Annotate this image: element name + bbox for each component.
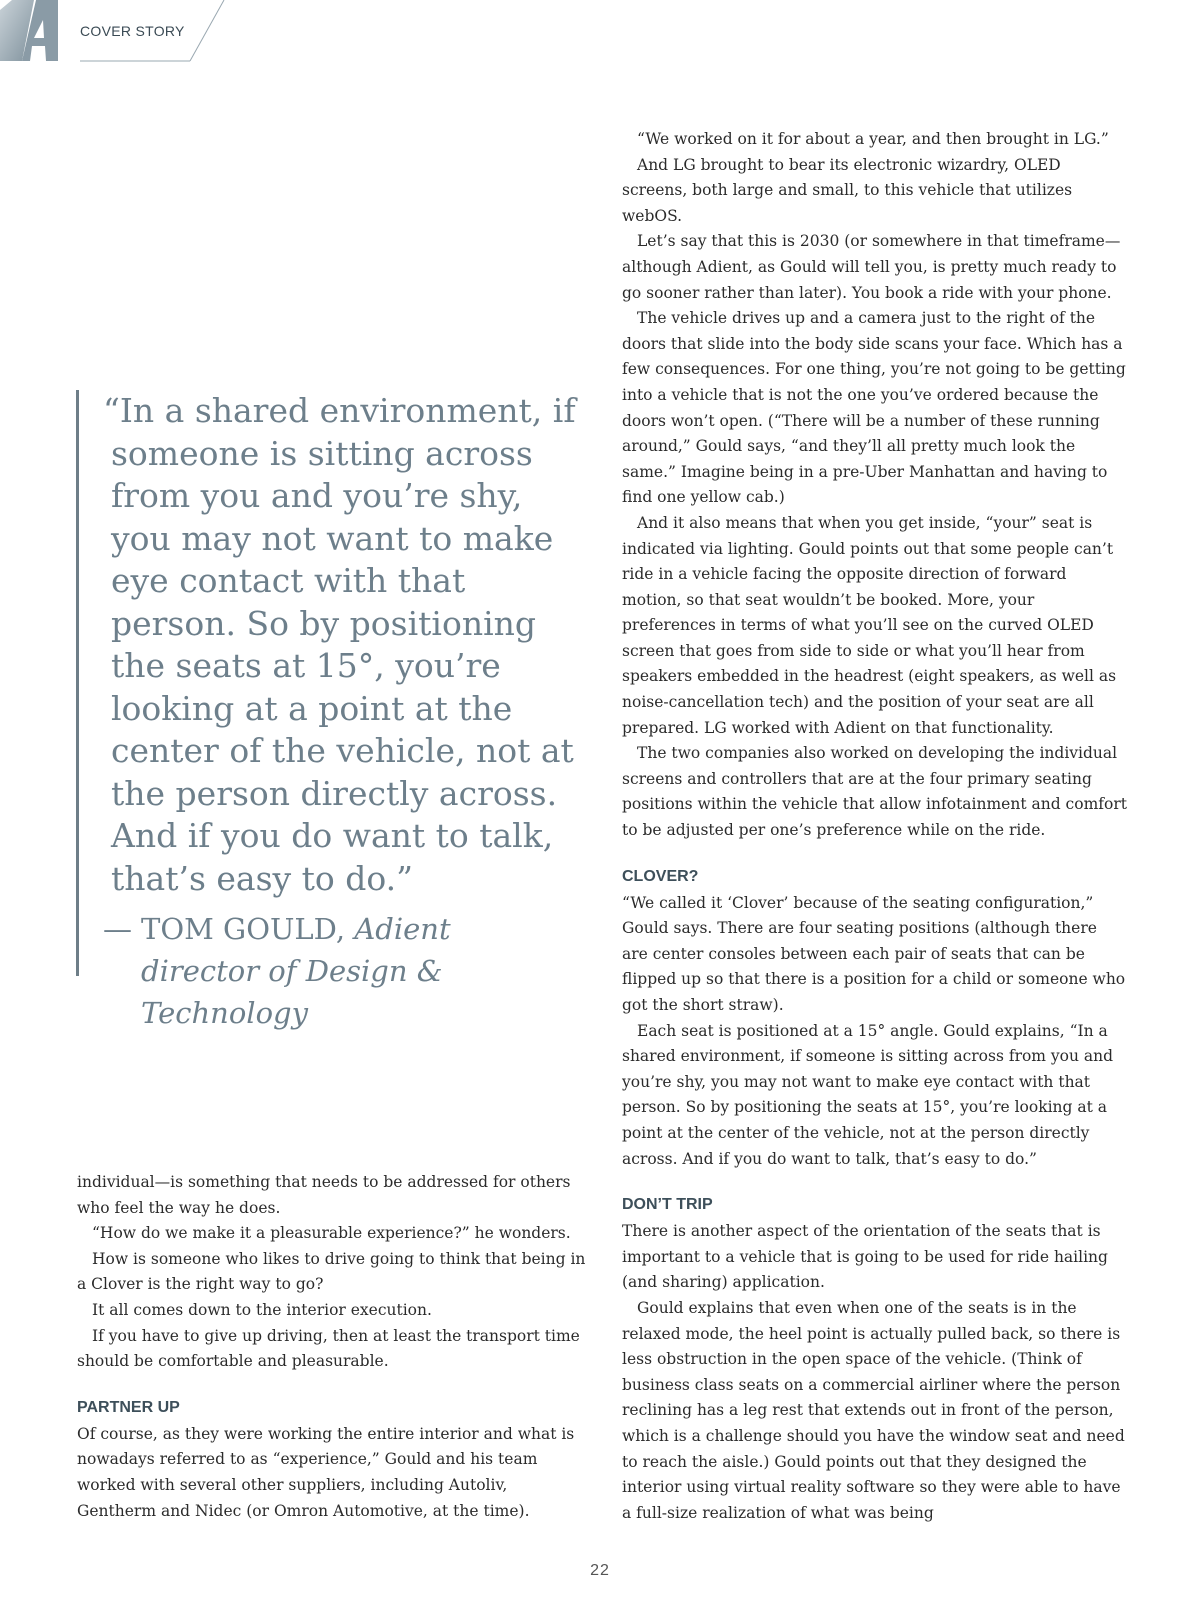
section-heading-clover: CLOVER? [622,867,699,885]
attribution-role: Adient director of Design & Technology [141,912,451,1030]
section-heading-partner-up: PARTNER UP [77,1398,180,1416]
paragraph: Let’s say that this is 2030 (or somewhere in that timeframe—although Adient, as Gould will tell you, is pretty much ready to go sooner rather than later). You book a ride with your phone. [622,232,1121,302]
pull-quote-text: “In a shared environment, if someone is sitting across from you and you’re shy, you may not want to make eye contact with that person. So by positioning the seats at 15°, you’re looking at a point at the center of the vehicle, not at the person directly across. And if you do want to talk, that’s easy to do.” [103,391,576,898]
page-header [0,0,240,64]
paragraph: Gould explains that even when one of the seats is in the relaxed mode, the heel point is actually pulled back, so there is less obstruction in the open space of the vehicle. (Think of business class seats on a commercial airliner where the person reclining has a leg rest that extends out in front of the person, which is a challenge should you have the window seat and need to reach the aisle.) Gould points out that they designed the interior using virtual reality software so they were able to have a full-size realization of what was being [622,1298,1125,1522]
paragraph: The vehicle drives up and a camera just to the right of the doors that slide into the body side scans your face. Which has a few consequences. For one thing, you’re not going to be getting into a vehicle that is not the one you’ve ordered because the doors won’t open. (“There will be a number of these running around,” Gould says, “and they’ll all pretty much look the same.” Imagine being in a pre-Uber Manhattan and having to find one yellow cab.) [622,309,1126,507]
paragraph: The two companies also worked on developing the individual screens and controllers that are at the four primary seating positions within the vehicle that allow infotainment and comfort to be adjusted per one’s preference while on the ride. [622,744,1127,840]
pull-quote-attribution [103,908,573,1034]
paragraph: “We called it ‘Clover’ because of the seating configuration,” Gould says. There are four seating positions (although there are center consoles between each pair of seats that can be flipped up so that there is a position for a child or someone who got the short straw). [622,893,1126,1014]
page-number: 22 [590,1562,610,1579]
right-column [622,127,1127,1526]
paragraph: And it also means that when you get inside, “your” seat is indicated via lighting. Gould points out that some people can’t ride in a vehicle facing the opposite direction of forward motion, so that seat wouldn’t be booked. More, your preferences in terms of what you’ll see on the curved OLED screen that goes from side to side or what you’ll hear from speakers embedded in the headrest (eight speakers, as well as noise-cancellation tech) and the position of your seat are all prepared. LG worked with Adient on that functionality. [622,513,1117,737]
paragraph: Each seat is positioned at a 15° angle. Gould explains, “In a shared environment, if someone is sitting across from you and you’re shy, you may not want to make eye contact with that person. So by positioning the seats at 15°, you’re looking at a point at the center of the vehicle, not at the person directly across. And if you do want to talk, that’s easy to do.” [622,1021,1114,1168]
left-column [77,1170,587,1524]
paragraph: Of course, as they were working the entire interior and what is nowadays referred to as “experience,” Gould and his team worked with several other suppliers, including Autoliv, Gentherm and Nidec (or Omron Automotive, at the time). [77,1424,575,1520]
paragraph: How is someone who likes to drive going to think that being in a Clover is the right way to go? [77,1249,586,1294]
pull-quote [76,390,579,1030]
paragraph: There is another aspect of the orientation of the seats that is important to a vehicle that is going to be used for ride hailing (and sharing) application. [622,1222,1108,1292]
attribution-name: TOM GOULD, [141,912,346,946]
section-label: COVER STORY [80,23,185,39]
paragraph: It all comes down to the interior execution. [92,1300,432,1319]
section-heading-dont-trip: DON’T TRIP [622,1196,713,1214]
paragraph: “We worked on it for about a year, and then brought in LG.” [637,130,1109,148]
paragraph: individual—is something that needs to be addressed for others who feel the way he does. [77,1173,571,1217]
paragraph: “How do we make it a pleasurable experience?” he wonders. [92,1224,571,1243]
paragraph: If you have to give up driving, then at least the transport time should be comfortable and pleasurable. [77,1326,580,1371]
paragraph: And LG brought to bear its electronic wizardry, OLED screens, both large and small, to this vehicle that utilizes webOS. [622,155,1073,225]
attribution-dash: — [103,912,132,946]
